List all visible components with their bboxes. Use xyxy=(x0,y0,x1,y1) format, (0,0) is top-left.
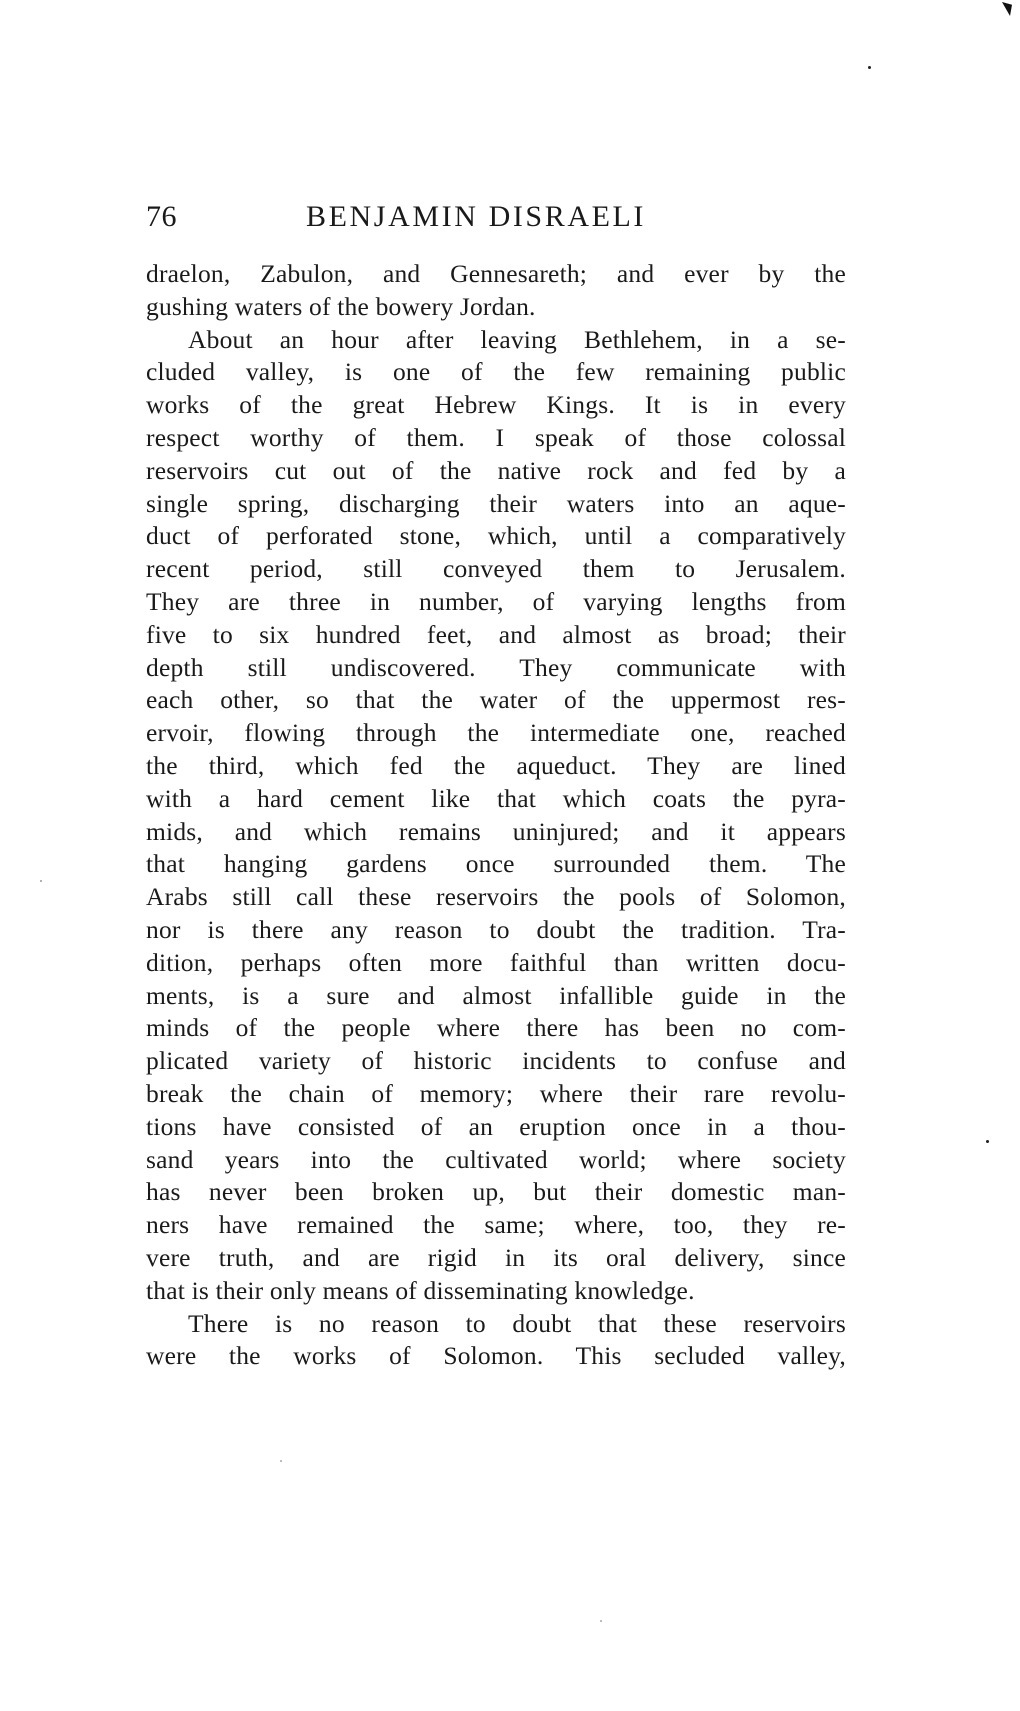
text-line: duct of perforated stone, which, until a comparatively xyxy=(146,521,846,551)
text-line: were the works of Solomon. This secluded valley, xyxy=(146,1341,846,1371)
ink-speck xyxy=(868,66,871,69)
page-header xyxy=(146,200,846,248)
text-line: draelon, Zabulon, and Gennesareth; and ever by the xyxy=(146,259,846,288)
text-line: that is their only means of disseminating knowledge. xyxy=(146,1275,695,1305)
text-line: with a hard cement like that which coats the pyra- xyxy=(146,783,846,813)
text-line: break the chain of memory; where their rare revolu- xyxy=(146,1078,846,1108)
text-line: depth still undiscovered. They communicate with xyxy=(146,652,846,682)
text-line: the third, which fed the aqueduct. They are lined xyxy=(146,750,846,780)
text-line: has never been broken up, but their domestic man- xyxy=(146,1177,846,1207)
paragraph xyxy=(146,1308,846,1374)
text-line: There is no reason to doubt that these reservoirs xyxy=(188,1308,846,1338)
text-line: vere truth, and are rigid in its oral delivery, since xyxy=(146,1242,846,1272)
ink-speck xyxy=(600,1620,602,1622)
text-line: About an hour after leaving Bethlehem, in a se- xyxy=(188,324,846,354)
text-line: each other, so that the water of the uppermost res- xyxy=(146,685,846,715)
text-line: cluded valley, is one of the few remaining public xyxy=(146,357,846,387)
text-line: sand years into the cultivated world; where society xyxy=(146,1144,846,1174)
ink-speck xyxy=(40,880,42,882)
text-line: recent period, still conveyed them to Jerusalem. xyxy=(146,554,846,584)
text-line: Arabs still call these reservoirs the pools of Solomon, xyxy=(146,882,846,912)
text-line: plicated variety of historic incidents to confuse and xyxy=(146,1046,846,1076)
text-line: works of the great Hebrew Kings. It is in every xyxy=(146,390,846,420)
text-line: They are three in number, of varying lengths from xyxy=(146,586,846,616)
text-line: minds of the people where there has been no com- xyxy=(146,1013,846,1043)
text-line: that hanging gardens once surrounded them. The xyxy=(146,849,846,879)
text-line: ners have remained the same; where, too, they re- xyxy=(146,1210,846,1240)
ink-speck xyxy=(280,1460,282,1462)
page-number: 76 xyxy=(146,200,177,233)
text-line: mids, and which remains uninjured; and it appears xyxy=(146,816,846,846)
body-text xyxy=(146,258,846,1373)
paragraph xyxy=(146,324,846,1308)
text-line: nor is there any reason to doubt the tradition. Tra- xyxy=(146,914,846,944)
text-line: reservoirs cut out of the native rock and fed by a xyxy=(146,455,846,485)
running-title: BENJAMIN DISRAELI xyxy=(306,200,647,233)
ink-mark xyxy=(1002,2,1012,16)
text-line: tions have consisted of an eruption once in a thou- xyxy=(146,1111,846,1141)
text-line: single spring, discharging their waters into an aque- xyxy=(146,488,846,518)
paragraph xyxy=(146,258,846,324)
text-line: dition, perhaps often more faithful than written docu- xyxy=(146,947,846,977)
text-line: respect worthy of them. I speak of those colossal xyxy=(146,422,846,452)
ink-speck xyxy=(986,1140,989,1143)
text-line: gushing waters of the bowery Jordan. xyxy=(146,291,536,321)
text-line: five to six hundred feet, and almost as broad; their xyxy=(146,619,846,649)
text-line: ments, is a sure and almost infallible guide in the xyxy=(146,980,846,1010)
text-line: ervoir, flowing through the intermediate one, reached xyxy=(146,718,846,748)
